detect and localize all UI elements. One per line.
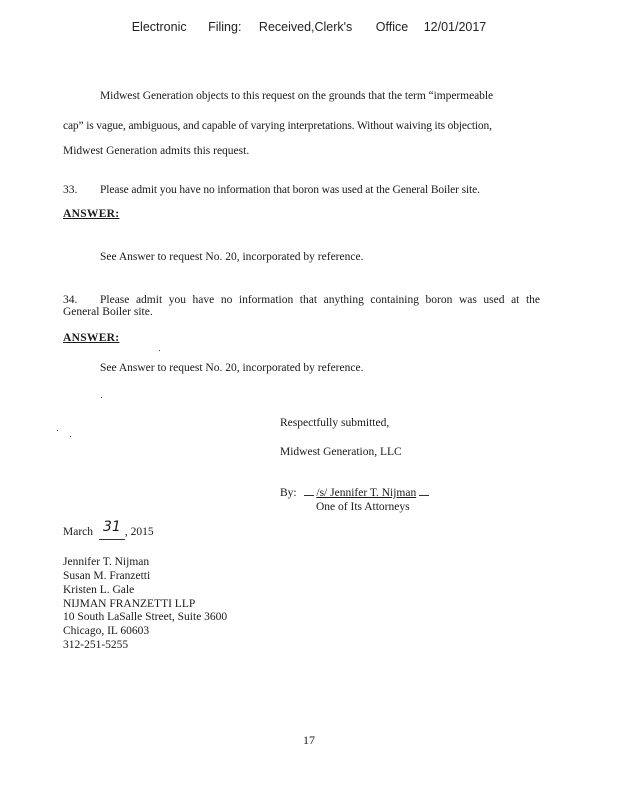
firm-name: NIJMAN FRANZETTI LLP	[63, 598, 196, 610]
header-received: Received,Clerk's	[258, 20, 353, 34]
answer-34-text: See Answer to request No. 20, incorporated by reference.	[100, 362, 364, 374]
scan-speck	[159, 350, 160, 351]
request-33-text: Please admit you have no information that boron was used at the General Boiler site.	[100, 184, 480, 196]
objection-line-3: Midwest Generation admits this request.	[63, 145, 250, 157]
scan-speck	[57, 430, 58, 431]
signature-name: /s/ Jennifer T. Nijman	[316, 487, 417, 499]
objection-line-1: Midwest Generation objects to this request on the grounds that the term “impermeable	[100, 90, 494, 102]
date-year: , 2015	[124, 526, 154, 538]
request-34-number: 34.	[63, 294, 78, 306]
attorney-name-3: Kristen L. Gale	[63, 584, 135, 596]
attorney-name-1: Jennifer T. Nijman	[63, 556, 150, 568]
page-number: 17	[303, 733, 315, 747]
header-electronic: Electronic	[131, 20, 187, 34]
signature-firm: Midwest Generation, LLC	[280, 446, 402, 458]
scan-speck	[70, 436, 71, 437]
attorney-name-2: Susan M. Franzetti	[63, 570, 151, 582]
signature-closing: Respectfully submitted,	[280, 417, 390, 429]
filing-header	[0, 20, 618, 34]
firm-street: 10 South LaSalle Street, Suite 3600	[63, 611, 228, 623]
request-34-line-1: Please admit you have no information that anything containing boron was used at the	[100, 294, 540, 306]
date-month: March	[63, 526, 94, 538]
signature-role: One of Its Attorneys	[316, 501, 410, 513]
header-filing: Filing:	[208, 20, 242, 34]
header-date: 12/01/2017	[423, 20, 487, 34]
date-day-handwritten: 31	[102, 519, 121, 535]
date-line	[63, 519, 154, 540]
answer-33-text: See Answer to request No. 20, incorporated by reference.	[100, 251, 364, 263]
objection-line-2: cap” is vague, ambiguous, and capable of varying interpretations. Without waiving its objection,	[63, 120, 492, 132]
signature-by-line	[280, 486, 429, 500]
signature-by-label: By:	[280, 487, 297, 499]
request-34-line-2: General Boiler site.	[63, 306, 153, 318]
firm-city: Chicago, IL 60603	[63, 625, 150, 637]
answer-34-label: ANSWER:	[63, 332, 120, 344]
firm-phone: 312-251-5255	[63, 639, 129, 651]
answer-33-label: ANSWER:	[63, 208, 120, 220]
request-33-number: 33.	[63, 184, 78, 196]
header-office: Office	[375, 20, 409, 34]
scan-speck	[101, 397, 102, 398]
